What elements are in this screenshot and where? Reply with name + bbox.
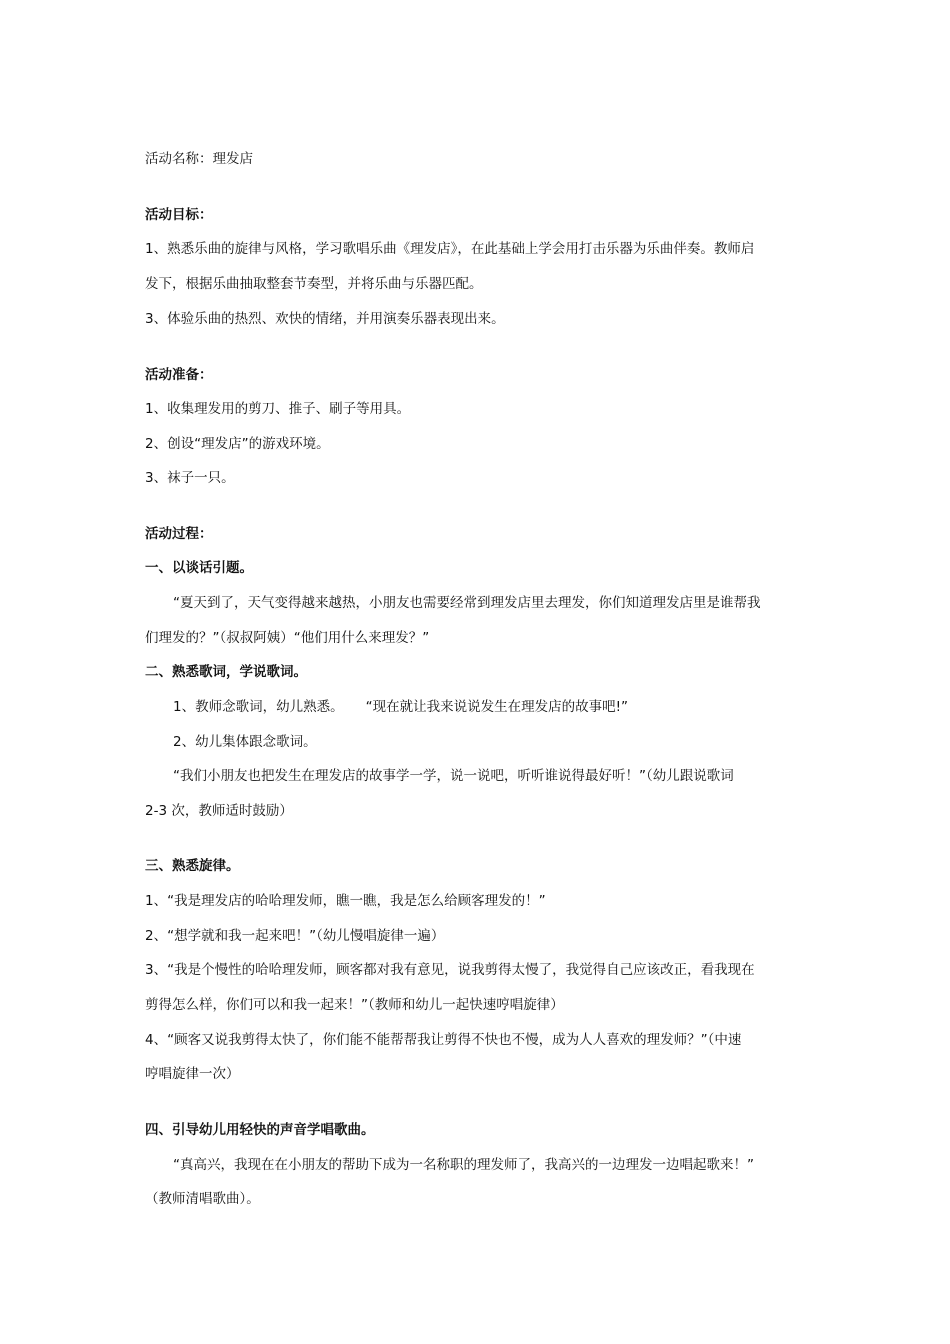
step3-line: 哼唱旋律一次） (145, 1066, 240, 1082)
preparation-heading: 活动准备： (145, 367, 213, 383)
process-heading: 活动过程： (145, 526, 213, 542)
step2-line4: 2-3 次，教师适时鼓励） (145, 803, 293, 819)
step1-line: 们理发的？”（叔叔阿姨）“他们用什么来理发？” (145, 630, 430, 646)
step4-line: “真高兴，我现在在小朋友的帮助下成为一名称职的理发师了，我高兴的一边理发一边唱起歌来！” (173, 1157, 754, 1173)
step4-title: 四、引导幼儿用轻快的声音学唱歌曲。 (145, 1122, 375, 1138)
step4-line: （教师清唱歌曲）。 (145, 1191, 260, 1207)
preparation-item: 1、收集理发用的剪刀、推子、刷子等用具。 (145, 401, 411, 417)
preparation-item: 3、袜子一只。 (145, 470, 235, 486)
step3-line: 剪得怎么样，你们可以和我一起来！”（教师和幼儿一起快速哼唱旋律） (145, 997, 564, 1013)
step2-line1-a: 1、教师念歌词，幼儿熟悉。 (173, 699, 344, 715)
step3-line: 4、“顾客又说我剪得太快了，你们能不能帮帮我让剪得不快也不慢，成为人人喜欢的理发师？”（中速 (145, 1032, 742, 1048)
step3-line: 3、“我是个慢性的哈哈理发师，顾客都对我有意见，说我剪得太慢了，我觉得自己应该改正，看我现在 (145, 962, 755, 978)
step2-line2: 2、幼儿集体跟念歌词。 (173, 734, 317, 750)
step3-line: 2、“想学就和我一起来吧！”（幼儿慢唱旋律一遍） (145, 928, 445, 944)
step2-line1-b: “现在就让我来说说发生在理发店的故事吧!” (365, 699, 628, 715)
goals-item: 1、熟悉乐曲的旋律与风格，学习歌唱乐曲《理发店》，在此基础上学会用打击乐器为乐曲伴奏。教师启 (145, 241, 755, 257)
step1-line: “夏天到了，天气变得越来越热，小朋友也需要经常到理发店里去理发，你们知道理发店里是谁帮我 (173, 595, 761, 611)
step3-title: 三、熟悉旋律。 (145, 858, 240, 874)
step2-line1 (173, 698, 813, 716)
step3-line: 1、“我是理发店的哈哈理发师，瞧一瞧，我是怎么给顾客理发的！” (145, 893, 546, 909)
activity-name: 活动名称：理发店 (145, 151, 253, 167)
goals-item: 发下，根据乐曲抽取整套节奏型，并将乐曲与乐器匹配。 (145, 276, 483, 292)
goals-heading: 活动目标： (145, 207, 213, 223)
preparation-item: 2、创设“理发店”的游戏环境。 (145, 436, 330, 452)
step1-title: 一、以谈话引题。 (145, 560, 253, 576)
step2-line3: “我们小朋友也把发生在理发店的故事学一学，说一说吧，听听谁说得最好听！”（幼儿跟说歌词 (173, 768, 734, 784)
step2-title: 二、熟悉歌词，学说歌词。 (145, 664, 307, 680)
goals-item: 3、体验乐曲的热烈、欢快的情绪，并用演奏乐器表现出来。 (145, 311, 505, 327)
